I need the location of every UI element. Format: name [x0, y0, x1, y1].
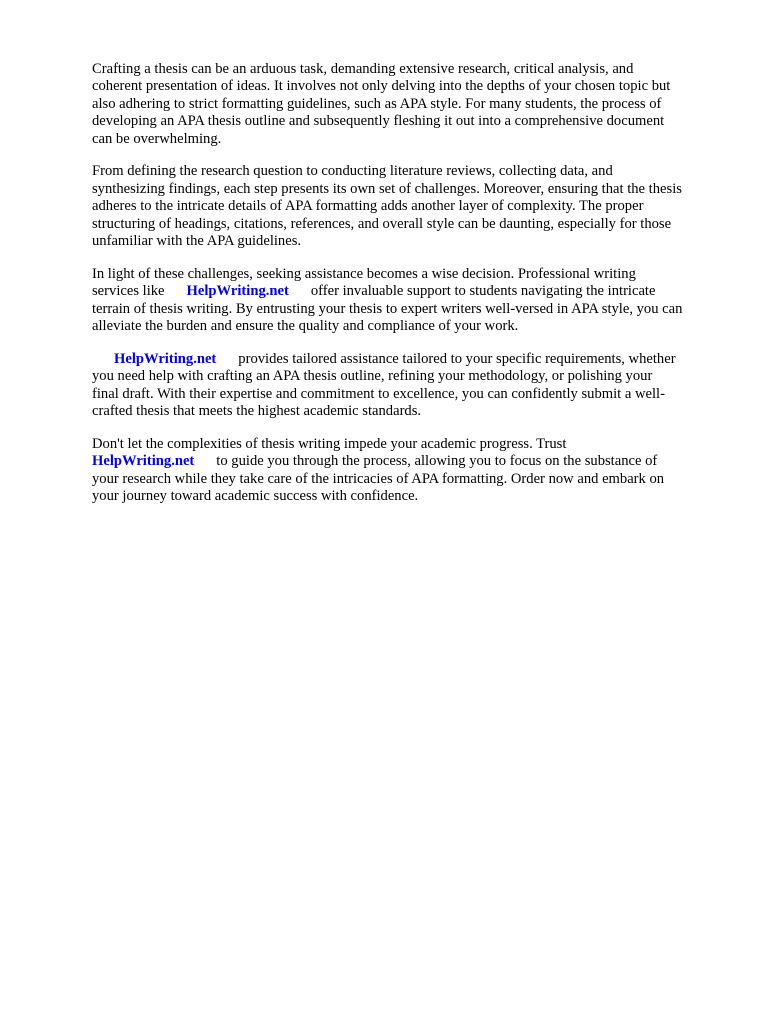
text-fragment: to guide you through the process, allowing you to focus on the substance of — [216, 453, 658, 470]
helpwriting-link[interactable]: HelpWriting.net — [186, 283, 289, 300]
paragraph-4 — [92, 351, 732, 421]
text-line: alleviate the burden and ensure the quality and compliance of your work. — [92, 318, 519, 335]
helpwriting-link[interactable]: HelpWriting.net — [114, 350, 217, 367]
text-line — [92, 283, 732, 300]
text-line: coherent presentation of ideas. It involves not only delving into the depths of your chosen topic but — [92, 78, 671, 95]
text-fragment: services like — [92, 283, 165, 300]
text-line — [92, 453, 732, 470]
text-line: synthesizing findings, each step presents its own set of challenges. Moreover, ensuring that the thesis — [92, 180, 682, 197]
text-fragment: offer invaluable support to students navigating the intricate — [310, 283, 656, 300]
paragraph-5 — [92, 436, 732, 506]
paragraph-3 — [92, 266, 732, 336]
text-fragment: provides tailored assistance tailored to your specific requirements, whether — [238, 350, 676, 367]
text-line: Crafting a thesis can be an arduous task, demanding extensive research, critical analysis, and — [92, 61, 634, 77]
paragraph-1 — [92, 61, 732, 148]
text-line: crafted thesis that meets the highest academic standards. — [92, 403, 422, 420]
text-line: also adhering to strict formatting guidelines, such as APA style. For many students, the process of — [92, 95, 662, 112]
text-line: your journey toward academic success with confidence. — [92, 488, 419, 505]
text-line: Don't let the complexities of thesis writing impede your academic progress. Trust — [92, 436, 567, 453]
text-line: can be overwhelming. — [92, 130, 222, 147]
text-line: developing an APA thesis outline and subsequently fleshing it out into a comprehensive document — [92, 113, 665, 130]
text-line: final draft. With their expertise and commitment to excellence, you can confidently submit a well- — [92, 385, 665, 402]
text-line: you need help with crafting an APA thesis outline, refining your methodology, or polishing your — [92, 368, 653, 385]
text-line: From defining the research question to conducting literature reviews, collecting data, and — [92, 163, 613, 180]
text-line: your research while they take care of the intricacies of APA formatting. Order now and embark on — [92, 470, 665, 487]
helpwriting-link[interactable]: HelpWriting.net — [92, 453, 195, 470]
text-line: In light of these challenges, seeking assistance becomes a wise decision. Professional writing — [92, 265, 636, 282]
text-line — [92, 351, 732, 368]
text-line: terrain of thesis writing. By entrusting your thesis to expert writers well-versed in APA style, you can — [92, 300, 683, 317]
text-line: unfamiliar with the APA guidelines. — [92, 233, 302, 250]
text-line: adheres to the intricate details of APA formatting adds another layer of complexity. The proper — [92, 198, 644, 215]
document-page — [92, 61, 732, 521]
text-line: structuring of headings, citations, references, and overall style can be daunting, especially for those — [92, 215, 672, 232]
paragraph-2 — [92, 163, 732, 250]
